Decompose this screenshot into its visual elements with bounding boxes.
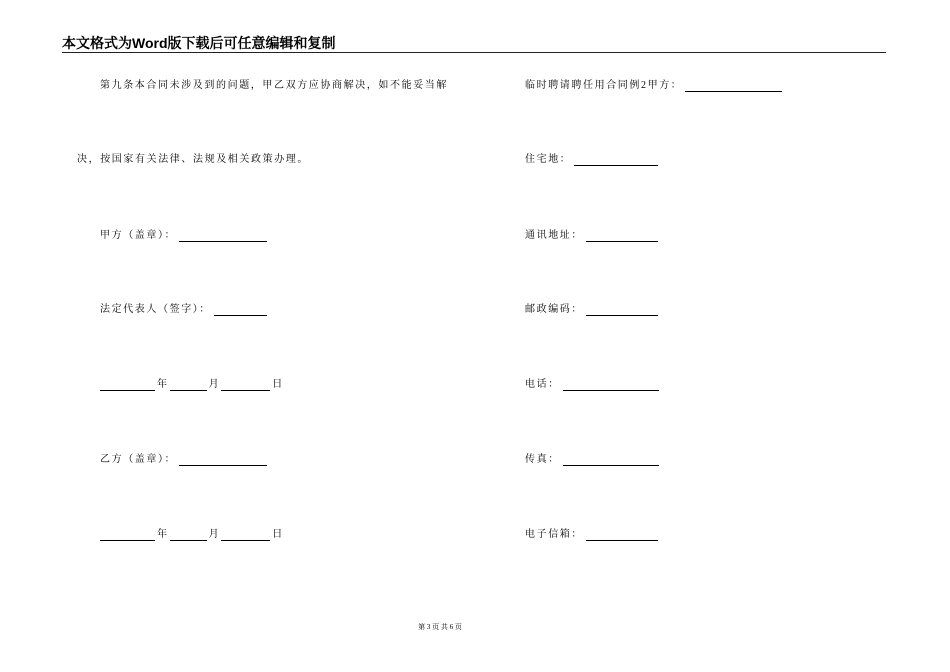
postal-code-row — [525, 304, 658, 316]
phone-row — [525, 379, 659, 391]
month-blank — [170, 530, 207, 541]
month-blank — [170, 380, 207, 391]
day-label: 日 — [272, 379, 284, 390]
party-a-seal-blank — [179, 231, 267, 242]
year-blank — [100, 530, 155, 541]
phone-blank — [563, 380, 659, 391]
year-label: 年 — [157, 529, 169, 540]
postal-code-blank — [586, 305, 658, 316]
page-header-title: 本文格式为Word版下载后可任意编辑和复制 — [62, 35, 336, 51]
contract-party-a-label: 临时聘请聘任用合同例2甲方： — [525, 80, 683, 91]
day-label: 日 — [272, 529, 284, 540]
mailing-address-row — [525, 230, 658, 242]
email-blank — [586, 530, 658, 541]
residence-row — [525, 154, 658, 166]
party-b-seal-blank — [179, 455, 267, 466]
fax-blank — [563, 455, 659, 466]
day-blank — [221, 380, 270, 391]
page-number-footer: 第 3 页 共 6 页 — [418, 623, 462, 631]
phone-label: 电话： — [525, 379, 560, 390]
clause-text: 第九条本合同未涉及到的问题，甲乙双方应协商解决，如不能妥当解 — [100, 80, 448, 91]
mailing-address-label: 通讯地址： — [525, 230, 583, 241]
party-b-seal-row — [100, 454, 267, 466]
residence-label: 住宅地： — [525, 154, 572, 165]
fax-label: 传真： — [525, 454, 560, 465]
contract-party-a-row — [525, 80, 782, 92]
residence-blank — [574, 155, 658, 166]
fax-row — [525, 454, 659, 466]
header-divider — [62, 52, 886, 53]
date-row-1 — [100, 379, 285, 391]
contract-party-a-blank — [685, 81, 782, 92]
day-blank — [221, 530, 270, 541]
email-label: 电子信箱： — [525, 529, 583, 540]
month-label: 月 — [208, 379, 221, 390]
clause-nine-line-2 — [77, 154, 309, 166]
mailing-address-blank — [586, 231, 658, 242]
legal-rep-signature-blank — [214, 305, 267, 316]
party-b-seal-label: 乙方（盖章）： — [100, 454, 177, 465]
clause-text: 决，按国家有关法律、法规及相关政策办理。 — [77, 154, 309, 165]
party-a-seal-label: 甲方（盖章）： — [100, 230, 177, 241]
legal-rep-signature-label: 法定代表人（签字）： — [100, 304, 211, 315]
email-row — [525, 529, 658, 541]
month-label: 月 — [208, 529, 221, 540]
legal-rep-signature-row — [100, 304, 267, 316]
postal-code-label: 邮政编码： — [525, 304, 583, 315]
year-label: 年 — [157, 379, 169, 390]
date-row-2 — [100, 529, 285, 541]
year-blank — [100, 380, 155, 391]
clause-nine-line-1 — [100, 80, 448, 92]
party-a-seal-row — [100, 230, 267, 242]
